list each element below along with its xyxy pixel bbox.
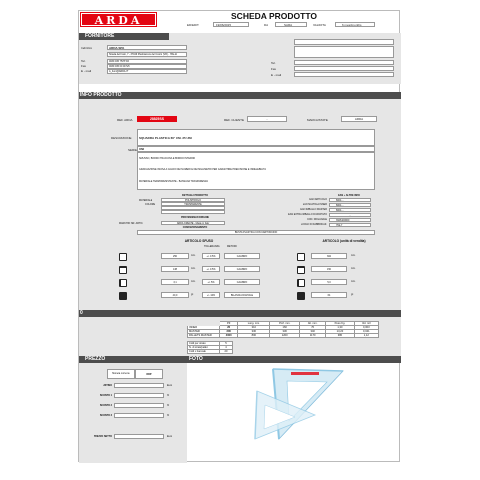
info-title: INFO PRODOTTO <box>79 92 401 99</box>
weight-icon <box>119 292 127 300</box>
fornitore-rows: Indirizzo ARDA SPA Strada del Fosti, 7 - 37049 Pianbiancos del Ccorsi (VR) - ITALIA Tel. 0039 045 7578 5/6 Fax 0039 045 00 00 5/6 E - mail A_boni@ARDA.IT <box>81 45 191 74</box>
ref-cliente-value[interactable]: - <box>247 116 287 122</box>
vendita-title: ARTICOLO (unità di vendita) <box>322 239 366 243</box>
provenienza-value[interactable]: ARDA CREATE - Made in Italy <box>161 221 225 225</box>
marca-value[interactable]: ARDA <box>341 116 377 122</box>
header-validita-label: VALIDITA' <box>313 23 327 27</box>
thickness-icon <box>119 279 127 287</box>
listino-field[interactable] <box>114 383 164 388</box>
fornitore-right-fax-label: Fax <box>271 67 277 71</box>
dettagli-title: DETTAGLI PRODOTTO <box>182 194 208 197</box>
serie-label: SERIE <box>128 148 138 152</box>
pack-width-icon <box>297 266 305 274</box>
prezzo-rows: LISTINO Euro SCONTO 1 % SCONTO 2 % SCONTO 3 % PREZZO NETTO Euro <box>93 384 173 438</box>
pallet-table <box>187 341 233 354</box>
materiale-label: MATERIALE <box>139 199 153 202</box>
sfuso-length[interactable]: 250 <box>161 253 189 259</box>
imballo-title: 0 <box>79 310 401 317</box>
marca-label: MARCA/STATE <box>307 118 328 122</box>
table-row: INNER 20 310 160 70 1,30 0,003 <box>188 326 379 330</box>
sfuso-title: ARTICOLO SFUSO <box>184 239 214 243</box>
table-row: PALLETS MASTER 4000 800 1200 1170 380 1,12 <box>188 334 379 338</box>
luogo-value[interactable]: ITALY <box>329 223 371 227</box>
sconto-3-field[interactable] <box>114 413 164 418</box>
sconto-1-field[interactable] <box>114 393 164 398</box>
sfuso-method-header: METODO <box>227 245 238 248</box>
fornitore-right-mid[interactable] <box>294 46 394 58</box>
sconto-2-field[interactable] <box>114 403 164 408</box>
desc-line-1: SMUSSO, BORDO TRACCINA E BORDO INTERNO <box>139 157 196 160</box>
product-photo <box>251 363 351 443</box>
sfuso-rows: 250 mm. +/- 0.5% CALIBRO 138 mm. +/- 0.5% CALIBRO 3,1 mm. +/- 5% CALIBRO 40,0 gr. +/- 10% BILANCIA DIGITALE <box>161 253 271 305</box>
ean-list: EAN ARTICOLO 8004.... EAN SCATOLA INNER 8004.... EAN IMBALLO MASTER 8004.... EAN EXTRA IMBALLO D'ARCHIVIO - COD. DOGANALE 3926100000 LUOGO DI FABBRICAZ. ITALY <box>229 198 379 228</box>
vendita-rows: 302 mm. 150 mm. 5,0 mm. 64 gr. <box>311 253 371 305</box>
ean-extra-value[interactable]: - <box>329 213 371 217</box>
table-row: Colli x bancale 20 <box>188 350 233 354</box>
provenienza-title: PROVENIENZA/ORIGINE <box>180 216 210 219</box>
dettagli-blank-2[interactable] <box>161 210 225 214</box>
prezzo-netto-field[interactable] <box>114 434 164 439</box>
ref-arda-label: REF. ARDA <box>117 118 133 122</box>
confezionamento-value[interactable]: BUSTA PLASTICA CON CARTONCINO <box>137 230 375 235</box>
ean-inner-value[interactable]: 8004.... <box>329 203 371 207</box>
desc-line-3: MATERIALE TERMORESISTENTE - BASSANA TRASPARENZA <box>139 180 209 183</box>
header-da-value[interactable]: SARA <box>275 22 307 27</box>
header-validita-value[interactable]: 6 mesi/months <box>335 22 375 27</box>
imballo-header-row: PZ Lung. mm. Prof. mm. Alt. mm. Peso Kg. Vol. m3 <box>188 322 379 326</box>
fornitore-right-email[interactable] <box>294 72 394 77</box>
ref-arda-value[interactable]: 28825SS <box>137 116 177 122</box>
ref-cliente-label: REF. CLIENTE <box>224 118 245 122</box>
fornitore-tel-field[interactable]: 0039 045 7578 5/6 <box>107 59 187 64</box>
brand-name: ARDA <box>94 14 143 27</box>
page-title: SCHEDA PRODOTTO <box>231 11 317 21</box>
header-da-label: DA <box>264 23 269 27</box>
ean-title: EAN + ALTRE INFO <box>338 194 360 197</box>
sfuso-width[interactable]: 138 <box>161 266 189 272</box>
foto-title: FOTO <box>187 356 401 363</box>
fornitore-right-fax[interactable] <box>294 66 394 71</box>
fornitore-right-tel-label: Tel. <box>271 61 276 65</box>
header-edit-value[interactable]: 19/06/2015 <box>213 22 249 27</box>
header-edit-label: ED/EDIT. <box>187 23 200 27</box>
colore-label: COLORE <box>145 203 156 206</box>
fornitore-right-tel[interactable] <box>294 60 394 65</box>
desc-line-2: GRADUAZIONE INCISA A CALDO DEI NUMERI E DEI MILLIMETRI PER GARANTIRE PRECISIONE E INDELEBILITA' <box>139 168 267 171</box>
fornitore-fax-field[interactable]: 0039 045 00 00 5/6 <box>107 64 187 69</box>
marchio-label: MARCHIO NR. ARTIC. <box>119 222 144 225</box>
descrizione-label: DESCRIZIONE <box>111 136 132 140</box>
sfuso-thickness[interactable]: 3,1 <box>161 279 189 285</box>
cod-doganale-value[interactable]: 3926100000 <box>329 218 371 222</box>
fornitore-right-email-label: E - mail <box>271 73 282 77</box>
description-box[interactable] <box>137 152 375 190</box>
pack-depth-icon <box>297 279 305 287</box>
width-icon <box>119 266 127 274</box>
divisa-value[interactable]: DDP <box>135 369 163 379</box>
serie-value[interactable]: UNI <box>137 146 375 152</box>
ean-articolo-value[interactable]: 8004.... <box>329 198 371 202</box>
product-sheet <box>78 10 400 462</box>
table-row: N. di strati/pallet 4 <box>188 346 233 350</box>
table-row: Colli per strato 5 <box>188 342 233 346</box>
ean-master-value[interactable]: 8004.... <box>329 208 371 212</box>
divisa-label: Moneta corrente <box>107 369 135 379</box>
fornitore-address-field[interactable]: Strada del Fosti, 7 - 37049 Pianbiancos del Ccorsi (VR) - ITALIA <box>107 52 187 57</box>
pack-weight-icon <box>297 292 305 300</box>
fornitore-title: FORNITORE <box>79 33 169 40</box>
brand-logo <box>81 13 156 26</box>
fornitore-name-field[interactable]: ARDA SPA <box>107 45 187 50</box>
fornitore-right-top[interactable] <box>294 39 394 45</box>
imballo-table <box>187 321 379 338</box>
materiale-value[interactable]: POLISTIROLO <box>161 198 225 202</box>
prezzo-title: PREZZO <box>79 356 187 363</box>
pack-length-icon <box>297 253 305 261</box>
length-icon <box>119 253 127 261</box>
confezionamento-title: CONFEZIONAMENTO <box>182 226 208 229</box>
sfuso-weight[interactable]: 40,0 <box>161 292 189 298</box>
fornitore-email-field[interactable]: A_boni@ARDA.IT <box>107 69 187 74</box>
descrizione-value[interactable]: SQUADRA PLASTICA 60° CM. 25 UNI <box>137 129 375 146</box>
sfuso-tol-header: TOLLERANZA <box>204 245 220 248</box>
table-row: MASTER 200 330 330 340 13,20 0,041 <box>188 330 379 334</box>
colore-value[interactable]: TRASPARENTE <box>161 202 225 206</box>
